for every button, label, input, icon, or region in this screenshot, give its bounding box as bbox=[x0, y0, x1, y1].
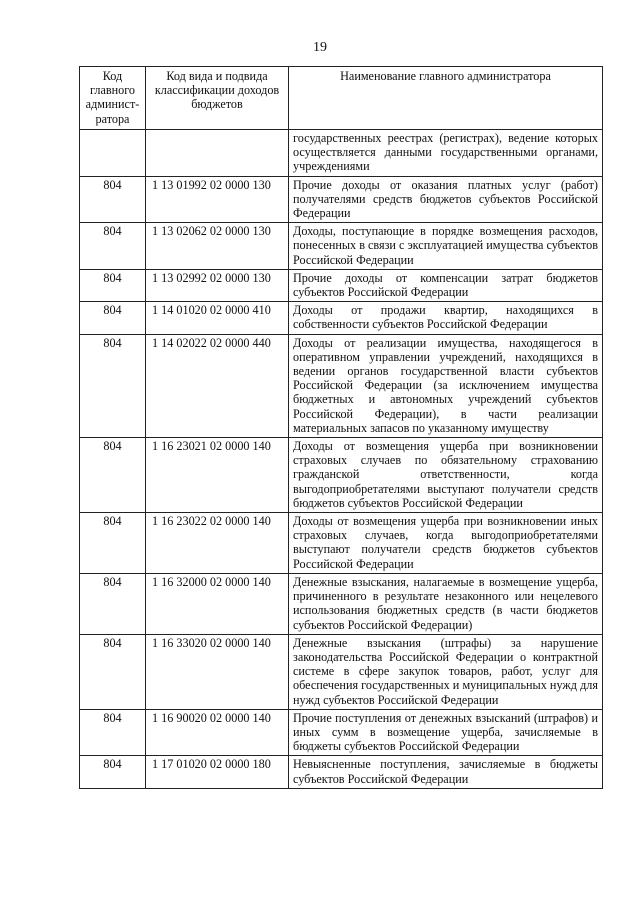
admin-code-cell: 804 bbox=[80, 756, 146, 788]
admin-code-cell: 804 bbox=[80, 438, 146, 513]
page-number: 19 bbox=[313, 40, 327, 55]
table-row bbox=[80, 709, 603, 756]
administrator-name-cell: государственных реестрах (регистрах), ведение которых осуществляется данными государственными органами, учреждениями bbox=[289, 130, 603, 177]
table-row bbox=[80, 176, 603, 223]
revenue-administrators-table bbox=[79, 66, 603, 789]
header-administrator-name: Наименование главного администратора bbox=[289, 67, 603, 130]
table-row bbox=[80, 334, 603, 437]
administrator-name-cell: Денежные взыскания, налагаемые в возмещение ущерба, причиненного в результате незаконного или нецелевого использования бюджетных средств (в части бюджетов субъектов Российской Федерации) bbox=[289, 573, 603, 634]
table-header-row bbox=[80, 67, 603, 130]
administrator-name-cell: Доходы от реализации имущества, находящегося в оперативном управлении учреждений, находящихся в ведении органов государственной власти субъектов Российской Федерации (за исключением имущества бюджетных и автономных учреждений субъектов Российской Федерации), в части реализации материальных запасов по указанному имуществу bbox=[289, 334, 603, 437]
table-row bbox=[80, 513, 603, 574]
table-row bbox=[80, 269, 603, 301]
revenue-code-cell: 1 16 90020 02 0000 140 bbox=[146, 709, 289, 756]
table-row bbox=[80, 223, 603, 270]
administrator-name-cell: Доходы от продажи квартир, находящихся в собственности субъектов Российской Федерации bbox=[289, 302, 603, 334]
revenue-code-cell: 1 13 01992 02 0000 130 bbox=[146, 176, 289, 223]
table-row bbox=[80, 634, 603, 709]
revenue-code-cell: 1 13 02062 02 0000 130 bbox=[146, 223, 289, 270]
revenue-code-cell: 1 14 02022 02 0000 440 bbox=[146, 334, 289, 437]
revenue-code-cell: 1 16 33020 02 0000 140 bbox=[146, 634, 289, 709]
administrator-name-cell: Прочие доходы от компенсации затрат бюджетов субъектов Российской Федерации bbox=[289, 269, 603, 301]
administrator-name-cell: Невыясненные поступления, зачисляемые в бюджеты субъектов Российской Федерации bbox=[289, 756, 603, 788]
table-row bbox=[80, 130, 603, 177]
table-row bbox=[80, 573, 603, 634]
administrator-name-cell: Денежные взыскания (штрафы) за нарушение законодательства Российской Федерации о контрактной системе в сфере закупок товаров, работ, услуг для обеспечения государственных и муниципальных нужд для нужд субъектов Российской Федерации bbox=[289, 634, 603, 709]
administrator-name-cell: Прочие поступления от денежных взысканий (штрафов) и иных сумм в возмещение ущерба, зачисляемые в бюджеты субъектов Российской Федерации bbox=[289, 709, 603, 756]
revenue-code-cell: 1 16 23021 02 0000 140 bbox=[146, 438, 289, 513]
admin-code-cell: 804 bbox=[80, 334, 146, 437]
admin-code-cell bbox=[80, 130, 146, 177]
table-row bbox=[80, 302, 603, 334]
administrator-name-cell: Доходы от возмещения ущерба при возникновении иных страховых случаев, когда выгодоприобретателями выступают получатели средств бюджетов субъектов Российской Федерации bbox=[289, 513, 603, 574]
admin-code-cell: 804 bbox=[80, 176, 146, 223]
revenue-code-cell: 1 14 01020 02 0000 410 bbox=[146, 302, 289, 334]
admin-code-cell: 804 bbox=[80, 269, 146, 301]
table-row bbox=[80, 438, 603, 513]
admin-code-cell: 804 bbox=[80, 634, 146, 709]
administrator-name-cell: Доходы, поступающие в порядке возмещения расходов, понесенных в связи с эксплуатацией имущества субъектов Российской Федерации bbox=[289, 223, 603, 270]
revenue-code-cell: 1 17 01020 02 0000 180 bbox=[146, 756, 289, 788]
revenue-code-cell: 1 13 02992 02 0000 130 bbox=[146, 269, 289, 301]
revenue-code-cell bbox=[146, 130, 289, 177]
header-admin-code: Код главного админист-ратора bbox=[80, 67, 146, 130]
header-revenue-code: Код вида и подвида классификации доходов бюджетов bbox=[146, 67, 289, 130]
table-row bbox=[80, 756, 603, 788]
administrator-name-cell: Доходы от возмещения ущерба при возникновении страховых случаев по обязательному страхованию гражданской ответственности, когда выгодоприобретателями выступают получатели средств бюджетов субъектов Российской Федерации bbox=[289, 438, 603, 513]
admin-code-cell: 804 bbox=[80, 223, 146, 270]
admin-code-cell: 804 bbox=[80, 709, 146, 756]
admin-code-cell: 804 bbox=[80, 573, 146, 634]
admin-code-cell: 804 bbox=[80, 513, 146, 574]
administrator-name-cell: Прочие доходы от оказания платных услуг (работ) получателями средств бюджетов субъектов Российской Федерации bbox=[289, 176, 603, 223]
revenue-code-cell: 1 16 32000 02 0000 140 bbox=[146, 573, 289, 634]
admin-code-cell: 804 bbox=[80, 302, 146, 334]
revenue-code-cell: 1 16 23022 02 0000 140 bbox=[146, 513, 289, 574]
